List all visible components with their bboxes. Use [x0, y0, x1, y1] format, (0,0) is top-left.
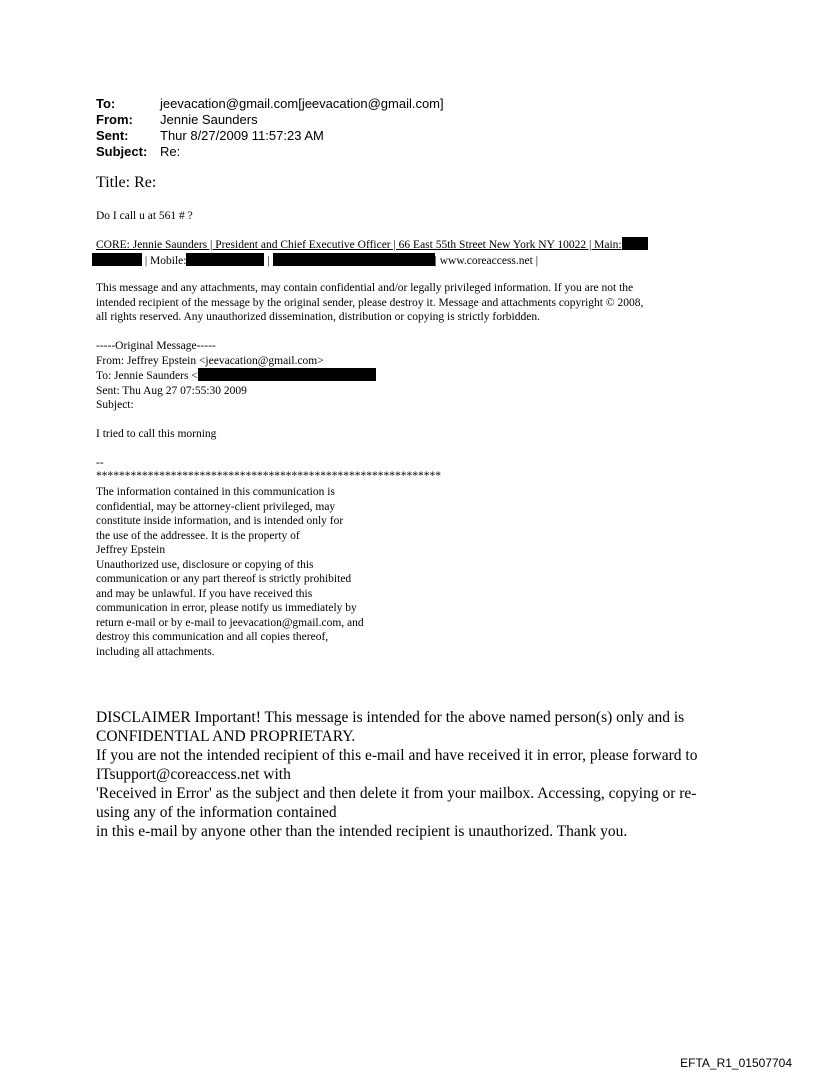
signature-block [96, 237, 736, 268]
signature-text: CORE: Jennie Saunders | President and Chief Executive Officer | 66 East 55th Street New York NY 10022 | Main: [96, 239, 622, 251]
epstein-notice-line: communication in error, please notify us immediately by [96, 602, 357, 614]
epstein-notice-line: confidential, may be attorney-client privileged, may [96, 500, 336, 513]
epstein-notice-line: communication or any part thereof is strictly prohibited [96, 573, 352, 585]
body-line: Do I call u at 561 # ? [96, 210, 193, 222]
original-subject: Subject: [96, 399, 134, 411]
notice-line: all rights reserved. Any unauthorized dissemination, distribution or copying is strictly forbidden. [96, 311, 540, 323]
document-title: Title: Re: [96, 174, 157, 191]
disclaimer-line: 'Received in Error' as the subject and then delete it from your mailbox. Accessing, copying or re- [96, 785, 697, 802]
from-value: Jennie Saunders [160, 112, 258, 127]
header-from-row [96, 112, 444, 128]
epstein-notice-line: constitute inside information, and is intended only for [96, 515, 344, 527]
notice-line: This message and any attachments, may contain confidential and/or legally privileged information. If you are not the [96, 282, 634, 294]
subject-label: Subject: [96, 144, 148, 159]
original-sent: Sent: Thu Aug 27 07:55:30 2009 [96, 384, 247, 397]
original-from: From: Jeffrey Epstein <jeevacation@gmail.com> [96, 354, 324, 367]
epstein-notice-line: destroy this communication and all copies thereof, [96, 631, 329, 643]
mobile-label: | Mobile: [144, 254, 187, 267]
epstein-notice-line: Unauthorized use, disclosure or copying of this [96, 558, 314, 571]
disclaimer [96, 708, 736, 841]
disclaimer-line: CONFIDENTIAL AND PROPRIETARY. [96, 728, 356, 745]
signature-line-2 [92, 253, 736, 269]
confidentiality-notice [96, 281, 736, 325]
to-value: jeevacation@gmail.com[jeevacation@gmail.com] [160, 96, 444, 111]
original-separator: -----Original Message----- [96, 340, 216, 352]
redaction-bar [92, 253, 142, 266]
from-label: From: [96, 112, 133, 127]
epstein-notice-line: the use of the addressee. It is the property of [96, 529, 300, 542]
signature-line-1 [96, 237, 736, 253]
subject-value: Re: [160, 144, 181, 159]
epstein-notice-line: and may be unlawful. If you have received this [96, 587, 313, 600]
header-subject-row [96, 144, 444, 160]
header-sent-row [96, 128, 444, 144]
signature-dashes: -- [96, 457, 104, 469]
original-to [96, 368, 736, 384]
website-text: | www.coreaccess.net | [434, 254, 539, 267]
disclaimer-line: If you are not the intended recipient of this e-mail and have received it in error, please forward to [96, 747, 698, 764]
redaction-bar [186, 253, 264, 266]
document-id: EFTA_R1_01507704 [680, 1056, 792, 1070]
epstein-notice-line: The information contained in this communication is [96, 486, 335, 498]
epstein-notice [96, 485, 364, 659]
redaction-bar [198, 368, 376, 381]
disclaimer-line: DISCLAIMER Important! This message is intended for the above named person(s) only and is [96, 709, 685, 726]
epstein-notice-line: Jeffrey Epstein [96, 544, 166, 556]
to-label: To: [96, 96, 116, 111]
original-body: I tried to call this morning [96, 428, 217, 440]
sent-label: Sent: [96, 128, 129, 143]
notice-line: intended recipient of the message by the original sender, please destroy it. Message and attachments copyright © 2008, [96, 296, 644, 309]
redaction-bar [273, 253, 435, 266]
header-to-row [96, 96, 444, 112]
epstein-notice-line: return e-mail or by e-mail to jeevacation@gmail.com, and [96, 616, 364, 629]
stars-line: ************************************************************ [96, 470, 441, 482]
disclaimer-line: using any of the information contained [96, 804, 337, 821]
sent-value: Thur 8/27/2009 11:57:23 AM [160, 128, 324, 143]
email-header [96, 96, 444, 160]
original-message [96, 339, 736, 413]
signature-pipe: | [267, 254, 270, 267]
epstein-notice-line: including all attachments. [96, 645, 215, 658]
redaction-bar [622, 237, 648, 250]
original-to-text: To: Jennie Saunders < [96, 370, 198, 382]
disclaimer-line: in this e-mail by anyone other than the intended recipient is unauthorized. Thank you. [96, 823, 628, 840]
disclaimer-line: ITsupport@coreaccess.net with [96, 766, 291, 783]
